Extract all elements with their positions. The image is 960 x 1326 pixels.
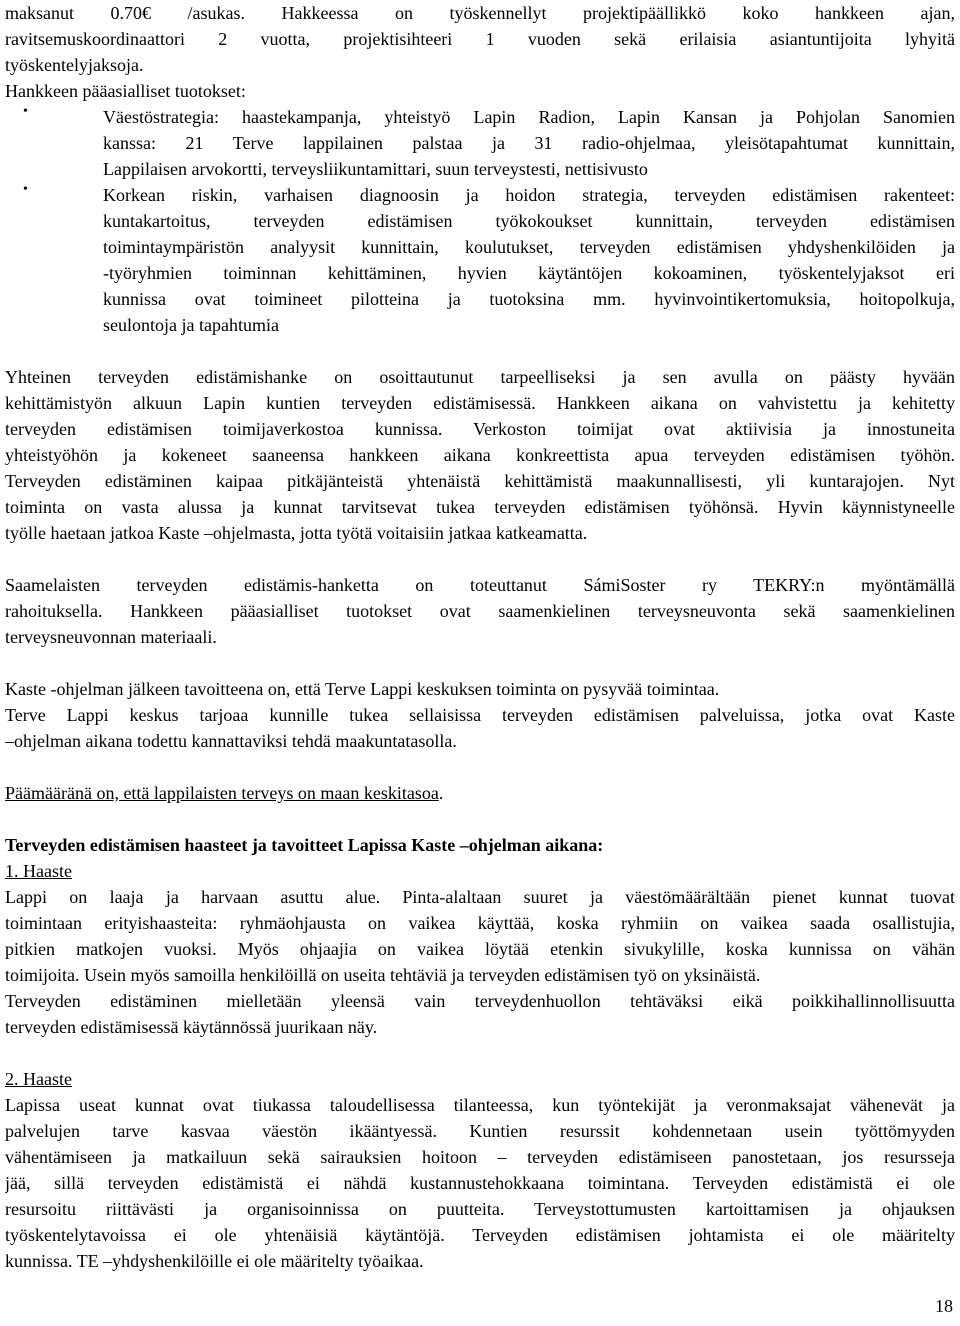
text-line: rahoituksella. Hankkeen pääasialliset tuotokset ovat saamenkielinen terveysneuvonta sekä saamenkielinen	[5, 601, 955, 621]
text-line: –ohjelman aikana todettu kannattaviksi tehdä maakuntatasolla.	[5, 731, 457, 751]
text-line: Lappi on laaja ja harvaan asuttu alue. Pinta-alaltaan suuret ja väestömäärältään pienet kunnat tuovat	[5, 887, 955, 907]
text-line: työlle haetaan jatkoa Kaste –ohjelmasta, jotta työtä voitaisiin jatkaa katkeamatta.	[5, 523, 588, 543]
text-line: toimintaympäristön analyysit kunnittain, koulutukset, terveyden edistämisen yhdyshenkilöiden ja	[103, 237, 955, 257]
text-line: toiminta on vasta alussa ja kunnat tarvitsevat tukea terveyden edistämisen työhönsä. Hyvin käynnistyneelle	[5, 497, 955, 517]
text-line: työskentelytavoissa ei ole yhtenäisiä käytäntöjä. Terveyden edistämisen johtamista ei ole määritelty	[5, 1225, 955, 1245]
document-page	[5, 0, 955, 1274]
text-line: kanssa: 21 Terve lappilainen palstaa ja 31 radio-ohjelmaa, yleisötapahtumat kunnittain,	[103, 133, 955, 153]
text-line: työskentelyjaksoja.	[5, 55, 144, 75]
text-line: pitkien matkojen vuoksi. Myös ohjaajia on vaikea löytää etenkin sivukylille, koska kunnissa on vähän	[5, 939, 955, 959]
text-line: kunnissa. TE –yhdyshenkilöille ei ole määritelty työaikaa.	[5, 1251, 424, 1271]
text-line: Terve Lappi keskus tarjoaa kunnille tukea sellaisissa terveyden edistämisen palveluissa, jotka ovat Kaste	[5, 705, 955, 725]
text-line: kunnissa ovat toimineet pilotteina ja tuotoksina mm. hyvinvointikertomuksia, hoitopolkuja,	[103, 289, 955, 309]
text-line: jää, sillä terveyden edistämistä ei nähdä kustannustehokkaana toimintana. Terveyden edistämistä ei ole	[5, 1173, 955, 1193]
text-line: Lappilaisen arvokortti, terveysliikuntamittari, suun terveystesti, nettisivusto	[103, 159, 648, 179]
page-number: 18	[935, 1296, 953, 1316]
text-line: yhteistyöhön ja kokeneet saaneensa hankkeen aikana konkreettista apua terveyden edistämisen työhön.	[5, 445, 955, 465]
text-line: Kaste -ohjelman jälkeen tavoitteena on, että Terve Lappi keskuksen toiminta on pysyvää toimintaa.	[5, 679, 720, 699]
text-line: toimijoita. Usein myös samoilla henkilöillä on useita tehtäviä ja terveyden edistämisen työ on yksinäistä.	[5, 965, 761, 985]
paragraph-yhteinen	[5, 364, 955, 546]
paragraph-kaste	[5, 676, 955, 754]
haaste-2	[5, 1066, 955, 1274]
text-line: Saamelaisten terveyden edistämis-hanketta on toteuttanut SámiSoster ry TEKRY:n myöntämällä	[5, 575, 955, 595]
text-line: terveyden edistämisen toimijaverkostoa kunnissa. Verkoston toimijat ovat aktiivisia ja innostuneita	[5, 419, 955, 439]
paragraph-saamelaisten	[5, 572, 955, 650]
text-line: ravitsemuskoordinaattori 2 vuotta, projektisihteeri 1 vuoden sekä erilaisia asiantuntijoita lyhyitä	[5, 29, 955, 49]
haaste-1-heading: 1. Haaste	[5, 861, 72, 881]
goal-text: Päämääränä on, että lappilaisten terveys on maan keskitasoa	[5, 783, 439, 803]
bullet-item	[23, 182, 955, 338]
text-line: Terveyden edistäminen kaipaa pitkäjänteistä yhtenäistä kehittämistä maakunnallisesti, yli kuntarajojen. Nyt	[5, 471, 955, 491]
text-line: kehittämistyön alkuun Lapin kuntien terveyden edistämisessä. Hankkeen aikana on vahvistettu ja kehitetty	[5, 393, 955, 413]
haaste-2-heading: 2. Haaste	[5, 1069, 72, 1089]
text-line: -työryhmien toiminnan kehittäminen, hyvien käytäntöjen kokoaminen, työskentelyjaksot eri	[103, 263, 955, 283]
text-line: palvelujen tarve kasvaa väestön ikääntyessä. Kuntien resurssit kohdennetaan usein työttömyyden	[5, 1121, 955, 1141]
section-heading: Terveyden edistämisen haasteet ja tavoitteet Lapissa Kaste –ohjelman aikana:	[5, 835, 604, 855]
intro-paragraph	[5, 0, 955, 104]
text-line: seulontoja ja tapahtumia	[103, 315, 279, 335]
text-line: terveysneuvonnan materiaali.	[5, 627, 217, 647]
text-line: toimintaan erityishaasteita: ryhmäohjausta on vaikea käyttää, koska ryhmiin on vaikea saada osallistujia,	[5, 913, 955, 933]
text-line: Väestöstrategia: haastekampanja, yhteistyö Lapin Radion, Lapin Kansan ja Pohjolan Sanomien	[103, 107, 955, 127]
haaste-1	[5, 858, 955, 1040]
text-line: Yhteinen terveyden edistämishanke on osoittautunut tarpeelliseksi ja sen avulla on päästy hyvään	[5, 367, 955, 387]
bullet-item	[23, 104, 955, 182]
outputs-heading: Hankkeen pääasialliset tuotokset:	[5, 81, 246, 101]
text-line: kuntakartoitus, terveyden edistämisen työkokoukset kunnittain, terveyden edistämisen	[103, 211, 955, 231]
text-line: Terveyden edistäminen mielletään yleensä vain terveydenhuollon tehtäväksi eikä poikkihallinnollisuutta	[5, 991, 955, 1011]
text-line: maksanut 0.70€ /asukas. Hakkeessa on työskennellyt projektipäällikkö koko hankkeen ajan,	[5, 3, 955, 23]
bullet-icon: •	[23, 104, 28, 119]
goal-period: .	[438, 783, 444, 803]
text-line: terveyden edistämisessä käytännössä juurikaan näy.	[5, 1017, 378, 1037]
goal-statement	[5, 780, 955, 806]
bullet-icon: •	[23, 182, 28, 197]
text-line: vähentämiseen ja matkailuun sekä sairauksien hoitoon – terveyden edistämiseen panostetaan, jos resursseja	[5, 1147, 955, 1167]
text-line: Lapissa useat kunnat ovat tiukassa taloudellisessa tilanteessa, kun työntekijät ja veronmaksajat vähenevät ja	[5, 1095, 955, 1115]
text-line: resursoitu riittävästi ja organisoinnissa on puutteita. Terveystottumusten kartoittamisen ja ohjauksen	[5, 1199, 955, 1219]
text-line: Korkean riskin, varhaisen diagnoosin ja hoidon strategia, terveyden edistämisen rakenteet:	[103, 185, 955, 205]
